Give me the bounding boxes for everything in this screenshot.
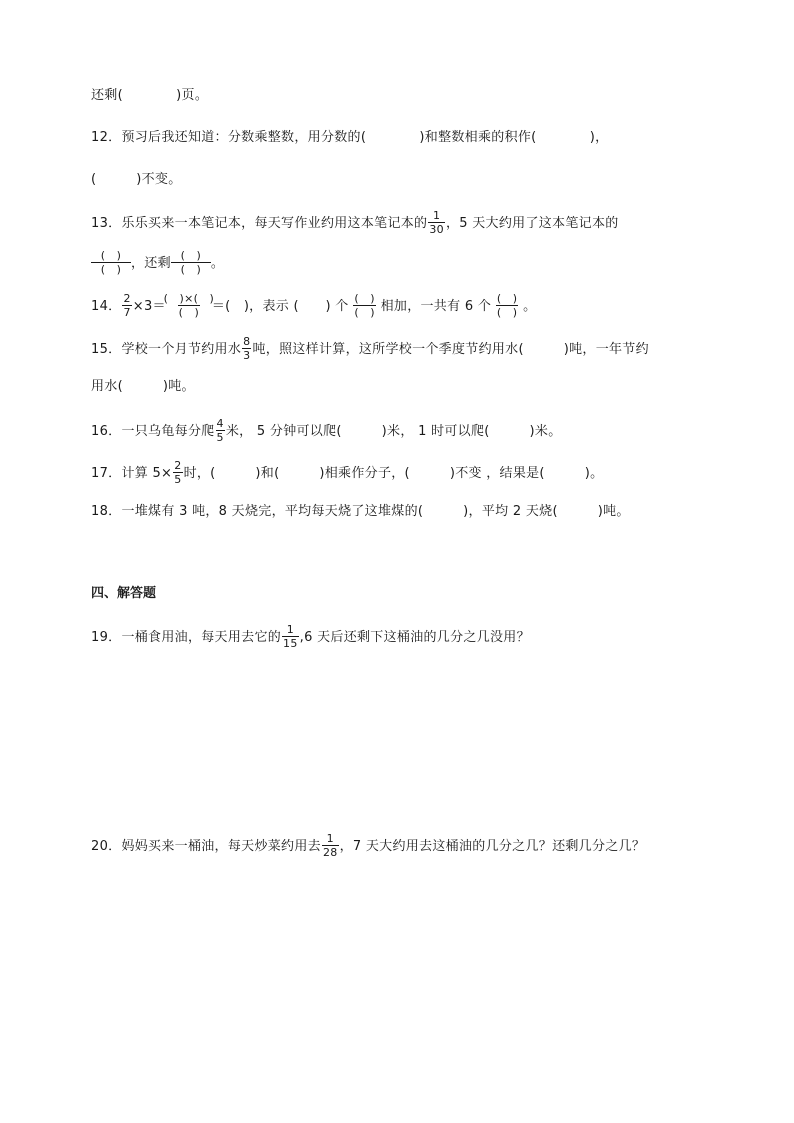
- question-20: 20．妈妈买来一桶油，每天炒菜约用去 $\frac{1}{28}$ ，7 天大约用去这桶油的几分之几？还剩几分之几？: [91, 832, 646, 859]
- blank-fraction: $\frac{( )}{( )}$: [92, 249, 130, 276]
- section-heading-answers: 四、解答题: [91, 586, 157, 601]
- blank-fraction: $\frac{( )}{( )}$: [354, 292, 375, 319]
- question-15-line2: 用水( )吨。: [91, 379, 195, 394]
- question-14: 14． $\frac{2}{7}$ ×3＝ $\frac{( )\times( )}{( )}$ ＝( )，表示 ( ) 个 $\frac{( )}{( )}$ 相加，一共有 6 个 $\frac{( )}{( )}$ 。: [91, 292, 537, 319]
- question-12-line1: 12．预习后我还知道：分数乘整数，用分数的( )和整数相乘的积作( )，: [91, 130, 609, 145]
- fraction-1-28: $\frac{1}{28}$: [322, 832, 338, 859]
- question-12-line2: ( )不变。: [91, 172, 182, 187]
- blank-fraction: $\frac{( )}{( )}$: [172, 249, 210, 276]
- q11-continuation: 还剩( )页。: [91, 88, 209, 103]
- question-15-line1: 15．学校一个月节约用水 $\frac{8}{3}$ 吨，照这样计算，这所学校一个季度节约用水( )吨，一年节约: [91, 335, 649, 362]
- question-16: 16．一只乌龟每分爬 $\frac{4}{5}$ 米， 5 分钟可以爬( )米， 1 时可以爬( )米。: [91, 417, 562, 444]
- fraction-1-30: $\frac{1}{30}$: [429, 209, 444, 236]
- blank-fraction: $\frac{( )}{( )}$: [496, 292, 518, 319]
- fraction-8-3: $\frac{8}{3}$: [243, 335, 251, 362]
- fraction-4-5: $\frac{4}{5}$: [216, 417, 224, 444]
- fraction-1-15: $\frac{1}{15}$: [283, 623, 298, 650]
- question-18: 18．一堆煤有 3 吨，8 天烧完，平均每天烧了这堆煤的( )，平均 2 天烧( )吨。: [91, 504, 630, 519]
- blank-product-fraction: $\frac{( )\times( )}{( )}$: [163, 292, 215, 319]
- question-13-line2: $\frac{( )}{( )}$ ，还剩 $\frac{( )}{( )}$ 。: [91, 250, 224, 277]
- fraction-2-7: $\frac{2}{7}$: [123, 292, 131, 319]
- question-19: 19．一桶食用油，每天用去它的 $\frac{1}{15}$ ,6 天后还剩下这桶油的几分之几没用？: [91, 623, 530, 650]
- fraction-2-5: $\frac{2}{5}$: [174, 459, 182, 486]
- question-17: 17．计算 5× $\frac{2}{5}$ 时，( )和( )相乘作分子，( )不变 ，结果是( )。: [91, 459, 604, 486]
- question-13-line1: 13．乐乐买来一本笔记本，每天写作业约用这本笔记本的 $\frac{1}{30}$ ，5 天大约用了这本笔记本的: [91, 209, 619, 236]
